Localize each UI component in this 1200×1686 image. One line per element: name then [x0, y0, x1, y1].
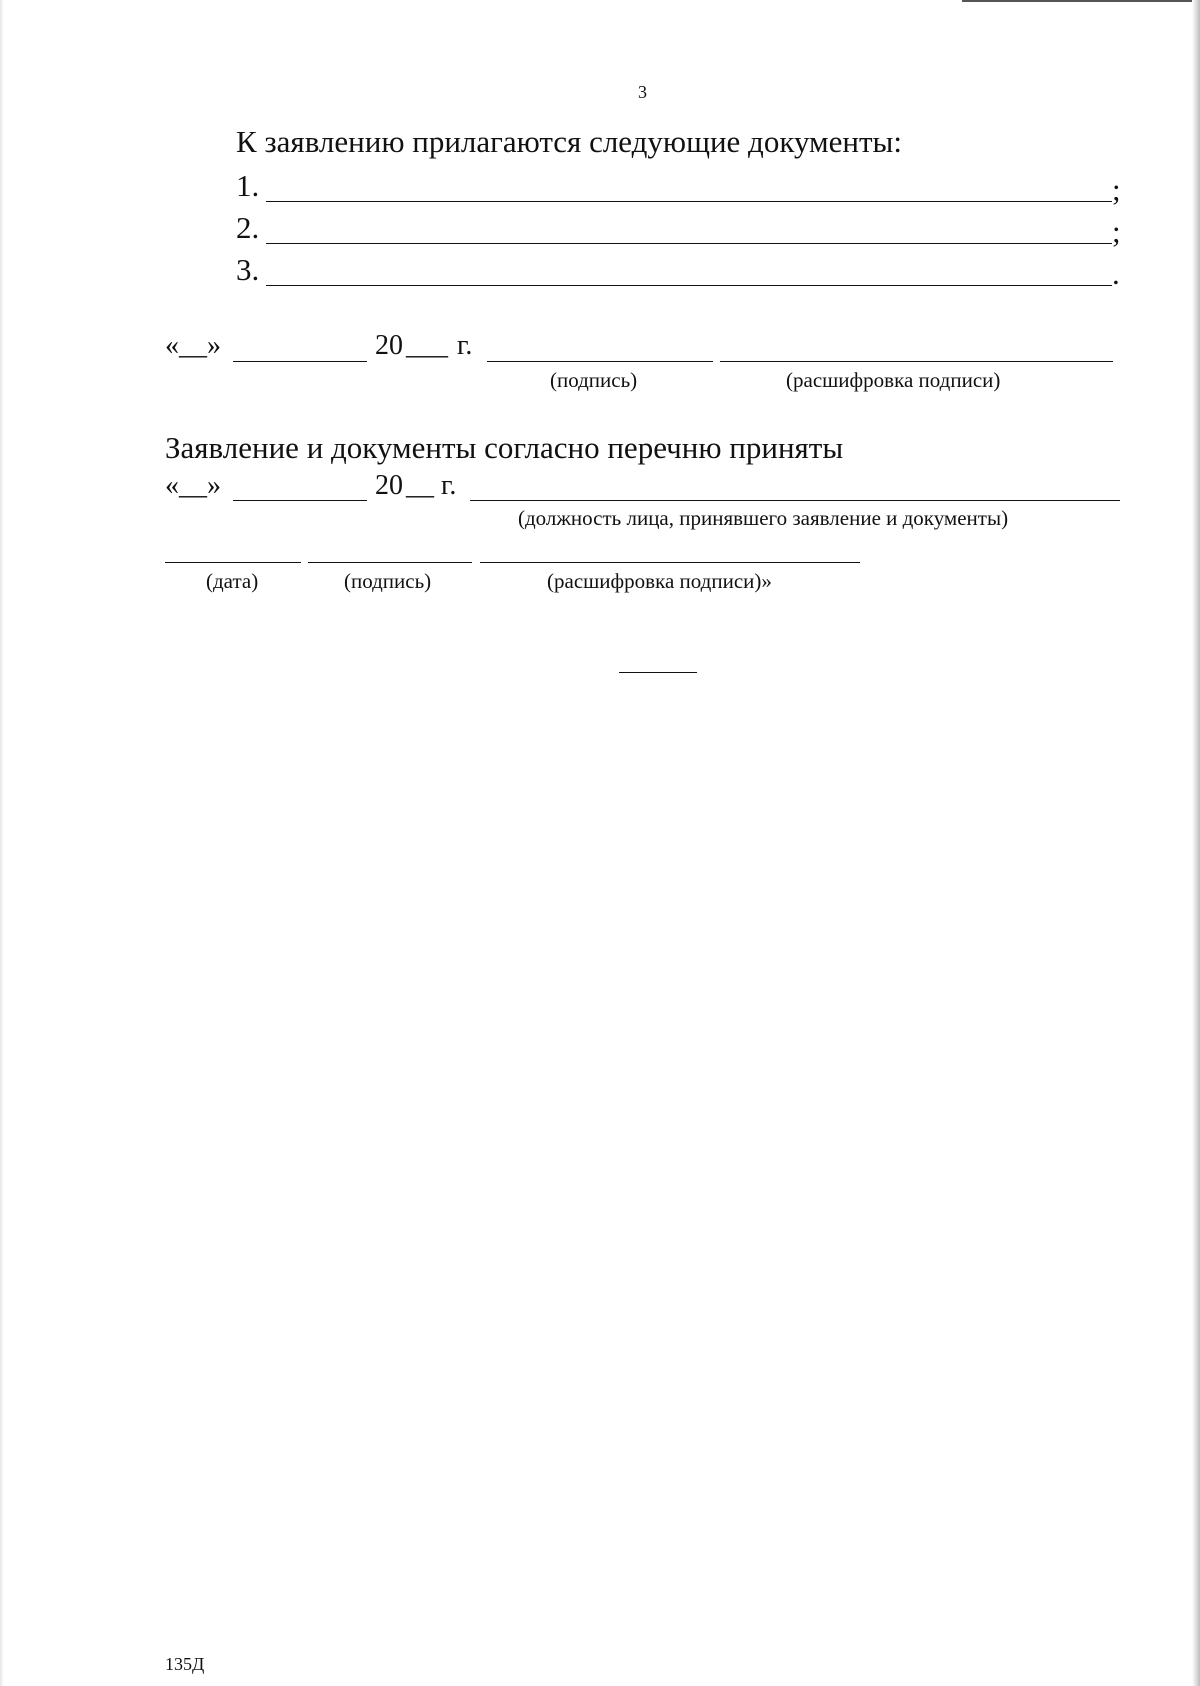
- footer-code: 135Д: [165, 1654, 205, 1674]
- attachment-3-line[interactable]: [266, 285, 1112, 286]
- acceptance-signature-line[interactable]: [308, 562, 472, 563]
- acceptance-day-quote: «__»: [165, 470, 221, 501]
- acceptance-year-blank: __: [406, 470, 434, 501]
- acceptance-decoding-line[interactable]: [480, 562, 860, 563]
- attachment-3-end: .: [1112, 256, 1120, 291]
- applicant-signature-line[interactable]: [487, 361, 713, 362]
- attachment-2-end: ;: [1112, 214, 1121, 249]
- end-separator-line: [619, 672, 697, 673]
- scan-edge-top: [962, 0, 1192, 2]
- acceptance-decoding-caption: (расшифровка подписи)»: [547, 569, 772, 593]
- attachment-3-number: 3.: [236, 252, 260, 287]
- attachments-heading: К заявлению прилагаются следующие документы:: [236, 124, 902, 159]
- attachment-1-number: 1.: [236, 168, 260, 203]
- attachment-1-end: ;: [1112, 172, 1121, 207]
- acceptance-position-line[interactable]: [470, 500, 1120, 501]
- acceptance-position-caption: (должность лица, принявшего заявление и документы): [518, 506, 1009, 530]
- acceptance-signature-caption: (подпись): [344, 569, 432, 593]
- acceptance-month-line[interactable]: [233, 500, 367, 501]
- page-number: 3: [638, 82, 647, 102]
- applicant-decoding-line[interactable]: [720, 361, 1113, 362]
- applicant-day-quote: «__»: [165, 330, 221, 361]
- attachment-2-line[interactable]: [266, 243, 1112, 244]
- applicant-decoding-caption: (расшифровка подписи): [786, 368, 1001, 392]
- acceptance-date-caption: (дата): [206, 569, 259, 593]
- acceptance-year-prefix: 20: [375, 470, 403, 501]
- scan-edge-left: [0, 0, 4, 1686]
- applicant-year-prefix: 20: [375, 330, 403, 361]
- acceptance-date-line[interactable]: [165, 562, 301, 563]
- applicant-month-line[interactable]: [233, 361, 367, 362]
- scan-edge-right: [1192, 0, 1200, 1686]
- acceptance-heading: Заявление и документы согласно перечню приняты: [165, 430, 844, 465]
- applicant-year-word: г.: [457, 330, 473, 361]
- applicant-signature-caption: (подпись): [550, 368, 638, 392]
- attachment-1-line[interactable]: [266, 201, 1112, 202]
- attachment-2-number: 2.: [236, 210, 260, 245]
- applicant-year-blank: ___: [406, 330, 448, 361]
- acceptance-year-word: г.: [441, 470, 457, 501]
